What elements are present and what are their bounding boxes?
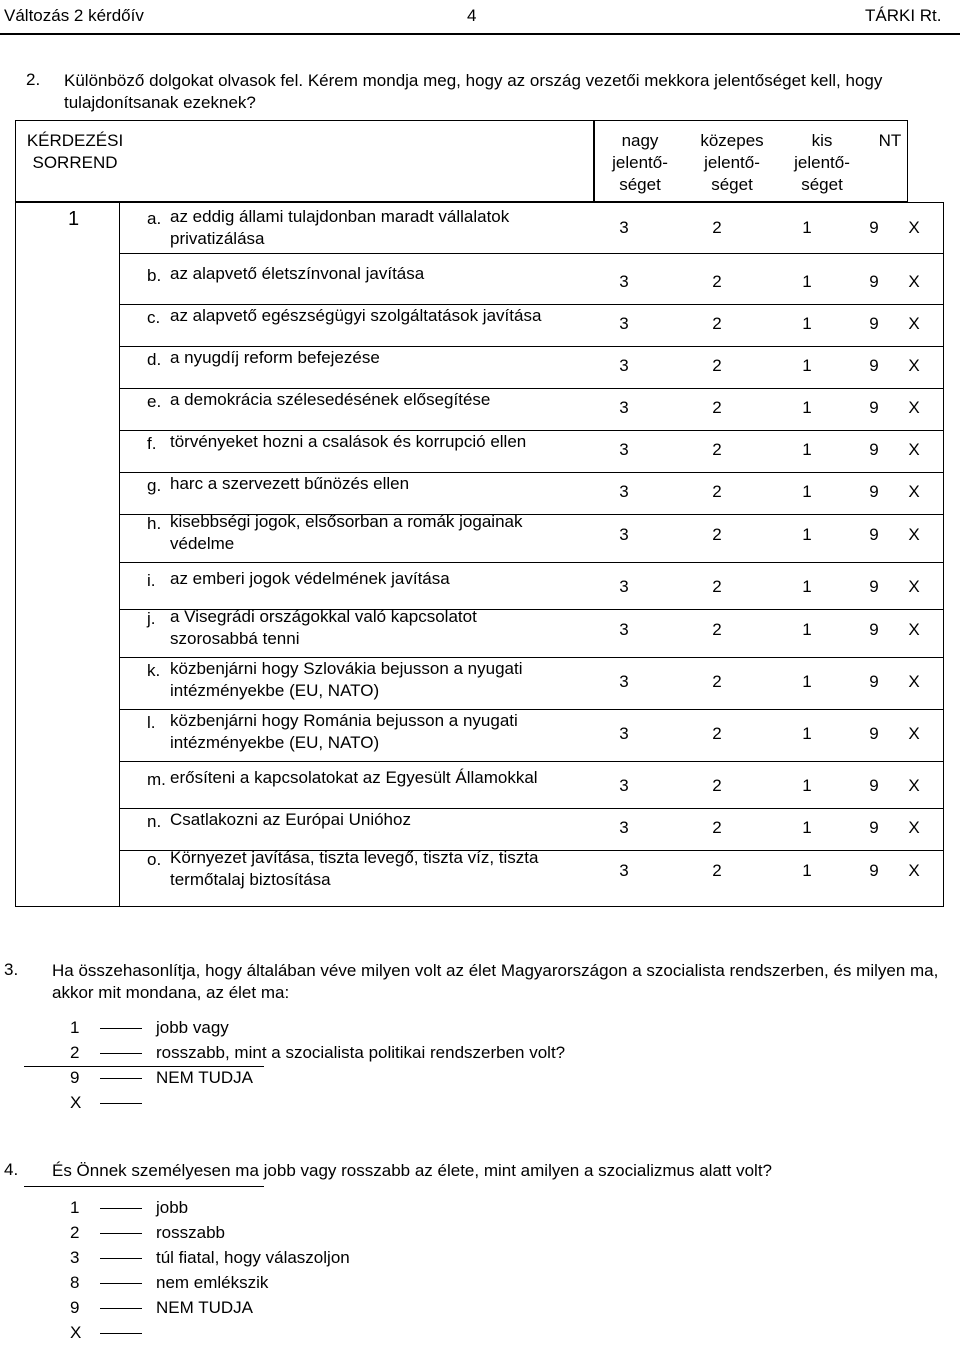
option-dash xyxy=(100,1028,142,1029)
option-dash xyxy=(100,1283,142,1284)
item-text-line1: a nyugdíj reform befejezése xyxy=(170,348,380,367)
answer-code-9[interactable]: 9 xyxy=(869,861,879,880)
q3-text: Ha összehasonlítja, hogy általában véve milyen volt az élet Magyarországon a szocialista rendszerben, és milyen ma, akkor mit mondana, az élet ma: xyxy=(52,961,939,1002)
answer-code-x[interactable]: X xyxy=(908,356,920,375)
answer-code-2[interactable]: 2 xyxy=(712,398,722,417)
item-text-line1: közbenjárni hogy Románia bejusson a nyugati xyxy=(170,711,518,730)
header-divider xyxy=(0,33,960,35)
answer-code-1[interactable]: 1 xyxy=(802,482,812,501)
item-text xyxy=(170,347,380,369)
item-text xyxy=(170,710,518,754)
option-dash xyxy=(100,1308,142,1309)
q4-underline xyxy=(24,1186,264,1187)
item-answer-codes xyxy=(600,861,944,903)
header-title: Változás 2 kérdőív xyxy=(4,6,144,25)
option-dash xyxy=(100,1078,142,1079)
item-answer-codes xyxy=(600,724,944,766)
item-answer-codes xyxy=(600,620,944,662)
item-letter: f. xyxy=(147,434,157,453)
answer-code-3[interactable]: 3 xyxy=(619,525,629,544)
item-answer-codes xyxy=(600,440,944,482)
answer-code-3[interactable]: 3 xyxy=(619,314,629,333)
option-code: 9 xyxy=(70,1068,80,1087)
item-text xyxy=(170,606,477,650)
answer-code-1[interactable]: 1 xyxy=(802,577,812,596)
answer-code-x[interactable]: X xyxy=(908,398,920,417)
item-text-line2: privatizálása xyxy=(170,229,265,248)
option-label: jobb xyxy=(156,1198,189,1217)
col-header-kozepes: közepes jelentő- séget xyxy=(700,131,764,194)
item-letter: o. xyxy=(147,850,162,869)
q2-text: Különböző dolgokat olvasok fel. Kérem mondja meg, hogy az ország vezetői mekkora jelentőséget kell, hogy tulajdonítsanak ezeknek? xyxy=(64,71,883,112)
answer-code-x[interactable]: X xyxy=(908,672,920,691)
answer-code-9[interactable]: 9 xyxy=(869,398,879,417)
item-text xyxy=(170,568,450,590)
answer-code-2[interactable]: 2 xyxy=(712,776,722,795)
q2-sorrend-divider xyxy=(119,202,120,907)
answer-code-x[interactable]: X xyxy=(908,620,920,639)
answer-code-x[interactable]: X xyxy=(908,724,920,743)
answer-code-3[interactable]: 3 xyxy=(619,861,629,880)
answer-code-1[interactable]: 1 xyxy=(802,818,812,837)
item-text-line1: Környezet javítása, tiszta levegő, tiszta víz, tiszta xyxy=(170,848,539,867)
answer-code-3[interactable]: 3 xyxy=(619,776,629,795)
answer-option[interactable] xyxy=(70,1068,770,1090)
item-text-line1: az alapvető egészségügyi szolgáltatások javítása xyxy=(170,306,542,325)
answer-code-1[interactable]: 1 xyxy=(802,776,812,795)
option-label: rosszabb xyxy=(156,1223,225,1242)
answer-code-9[interactable]: 9 xyxy=(869,620,879,639)
option-code: 8 xyxy=(70,1273,80,1292)
answer-code-2[interactable]: 2 xyxy=(712,440,722,459)
item-text-line1: a Visegrádi országokkal való kapcsolatot xyxy=(170,607,477,626)
answer-option[interactable] xyxy=(70,1093,770,1115)
answer-code-1[interactable]: 1 xyxy=(802,356,812,375)
answer-code-x[interactable]: X xyxy=(908,577,920,596)
item-letter: c. xyxy=(147,308,161,327)
answer-code-3[interactable]: 3 xyxy=(619,272,629,291)
row-divider xyxy=(120,562,944,563)
answer-code-1[interactable]: 1 xyxy=(802,620,812,639)
item-text xyxy=(170,767,538,789)
col-header-nt: NT xyxy=(878,131,902,150)
item-answer-codes xyxy=(600,398,944,440)
col-header-nagy: nagy jelentő- séget xyxy=(612,131,668,194)
q3-number: 3. xyxy=(4,960,19,979)
option-code: 1 xyxy=(70,1198,80,1217)
answer-option[interactable] xyxy=(70,1018,770,1040)
answer-code-x[interactable]: X xyxy=(908,818,920,837)
item-text-line1: erősíteni a kapcsolatokat az Egyesült Államokkal xyxy=(170,768,538,787)
q2-sorrend-value: 1 xyxy=(68,208,80,230)
item-text-line2: termőtalaj biztosítása xyxy=(170,870,331,889)
item-letter: l. xyxy=(147,713,156,732)
col-header-kis: kis jelentő- séget xyxy=(794,131,850,194)
answer-code-9[interactable]: 9 xyxy=(869,672,879,691)
answer-option[interactable] xyxy=(70,1248,770,1270)
answer-code-x[interactable]: X xyxy=(908,861,920,880)
answer-code-1[interactable]: 1 xyxy=(802,398,812,417)
answer-option[interactable] xyxy=(70,1298,770,1320)
item-text-line1: törvényeket hozni a csalások és korrupció ellen xyxy=(170,432,527,451)
answer-code-2[interactable]: 2 xyxy=(712,672,722,691)
option-code: 2 xyxy=(70,1223,80,1242)
answer-code-x[interactable]: X xyxy=(908,776,920,795)
item-answer-codes xyxy=(600,272,944,314)
option-code: 2 xyxy=(70,1043,80,1062)
header-org: TÁRKI Rt. xyxy=(865,6,942,25)
item-answer-codes xyxy=(600,818,944,860)
answer-code-9[interactable]: 9 xyxy=(869,525,879,544)
answer-code-3[interactable]: 3 xyxy=(619,818,629,837)
item-answer-codes xyxy=(600,314,944,356)
item-letter: k. xyxy=(147,661,161,680)
option-label: nem emlékszik xyxy=(156,1273,269,1292)
item-letter: m. xyxy=(147,770,166,789)
item-text xyxy=(170,847,539,891)
answer-code-2[interactable]: 2 xyxy=(712,482,722,501)
q2-sorrend-label: KÉRDEZÉSI SORREND xyxy=(26,131,124,172)
answer-code-1[interactable]: 1 xyxy=(802,724,812,743)
answer-code-9[interactable]: 9 xyxy=(869,776,879,795)
item-letter: j. xyxy=(147,609,156,628)
item-text-line1: Csatlakozni az Európai Unióhoz xyxy=(170,810,411,829)
answer-code-2[interactable]: 2 xyxy=(712,218,722,237)
item-text-line1: az alapvető életszínvonal javítása xyxy=(170,264,425,283)
item-text-line2: intézményekbe (EU, NATO) xyxy=(170,681,380,700)
answer-code-2[interactable]: 2 xyxy=(712,525,722,544)
option-dash xyxy=(100,1208,142,1209)
answer-option[interactable] xyxy=(70,1273,770,1295)
answer-code-x[interactable]: X xyxy=(908,525,920,544)
answer-code-x[interactable]: X xyxy=(908,218,920,237)
item-text-line2: intézményekbe (EU, NATO) xyxy=(170,733,380,752)
item-letter: n. xyxy=(147,812,162,831)
item-answer-codes xyxy=(600,482,944,524)
item-text-line1: harc a szervezett bűnözés ellen xyxy=(170,474,410,493)
item-text-line1: az emberi jogok védelmének javítása xyxy=(170,569,450,588)
answer-code-1[interactable]: 1 xyxy=(802,314,812,333)
option-code: X xyxy=(70,1323,82,1342)
item-text-line1: a demokrácia szélesedésének elősegítése xyxy=(170,390,491,409)
answer-code-9[interactable]: 9 xyxy=(869,724,879,743)
option-dash xyxy=(100,1258,142,1259)
answer-code-2[interactable]: 2 xyxy=(712,724,722,743)
item-answer-codes xyxy=(600,356,944,398)
item-text xyxy=(170,305,541,327)
item-text xyxy=(170,431,526,453)
item-text-line1: kisebbségi jogok, elsősorban a romák jogainak xyxy=(170,512,523,531)
answer-code-2[interactable]: 2 xyxy=(712,314,722,333)
row-divider xyxy=(120,761,944,762)
answer-option[interactable] xyxy=(70,1223,770,1245)
answer-code-9[interactable]: 9 xyxy=(869,577,879,596)
q4-text: És Önnek személyesen ma jobb vagy rosszabb az élete, mint amilyen a szocializmus alatt volt? xyxy=(52,1161,772,1180)
answer-code-2[interactable]: 2 xyxy=(712,620,722,639)
answer-option[interactable] xyxy=(70,1198,770,1220)
answer-code-3[interactable]: 3 xyxy=(619,398,629,417)
answer-code-3[interactable]: 3 xyxy=(619,482,629,501)
item-text-line2: szorosabbá tenni xyxy=(170,629,300,648)
option-code: 1 xyxy=(70,1018,80,1037)
item-text-line2: védelme xyxy=(170,534,235,553)
option-label: rosszabb, mint a szocialista politikai rendszerben volt? xyxy=(156,1043,566,1062)
answer-code-9[interactable]: 9 xyxy=(869,482,879,501)
answer-code-9[interactable]: 9 xyxy=(869,440,879,459)
answer-code-3[interactable]: 3 xyxy=(619,356,629,375)
item-letter: i. xyxy=(147,571,156,590)
option-dash xyxy=(100,1233,142,1234)
answer-code-9[interactable]: 9 xyxy=(869,314,879,333)
answer-code-3[interactable]: 3 xyxy=(619,577,629,596)
answer-code-9[interactable]: 9 xyxy=(869,218,879,237)
item-letter: d. xyxy=(147,350,162,369)
option-code: X xyxy=(70,1093,82,1112)
item-letter: a. xyxy=(147,209,162,228)
answer-option[interactable] xyxy=(70,1043,770,1065)
item-text xyxy=(170,389,490,411)
item-text xyxy=(170,511,522,555)
answer-code-x[interactable]: X xyxy=(908,272,920,291)
option-label: NEM TUDJA xyxy=(156,1068,253,1087)
item-text xyxy=(170,809,411,831)
item-text xyxy=(170,263,424,285)
option-dash xyxy=(100,1333,142,1334)
answer-code-2[interactable]: 2 xyxy=(712,577,722,596)
option-code: 9 xyxy=(70,1298,80,1317)
page-number: 4 xyxy=(467,6,477,25)
item-letter: b. xyxy=(147,266,162,285)
answer-code-x[interactable]: X xyxy=(908,314,920,333)
answer-code-x[interactable]: X xyxy=(908,440,920,459)
q4-number: 4. xyxy=(4,1160,19,1179)
option-label: NEM TUDJA xyxy=(156,1298,253,1317)
item-answer-codes xyxy=(600,776,944,818)
row-divider xyxy=(120,253,944,254)
answer-code-1[interactable]: 1 xyxy=(802,218,812,237)
answer-code-1[interactable]: 1 xyxy=(802,440,812,459)
answer-code-2[interactable]: 2 xyxy=(712,861,722,880)
answer-code-2[interactable]: 2 xyxy=(712,818,722,837)
answer-code-3[interactable]: 3 xyxy=(619,440,629,459)
option-code: 3 xyxy=(70,1248,80,1267)
answer-code-3[interactable]: 3 xyxy=(619,672,629,691)
answer-code-1[interactable]: 1 xyxy=(802,861,812,880)
answer-code-3[interactable]: 3 xyxy=(619,724,629,743)
answer-code-2[interactable]: 2 xyxy=(712,356,722,375)
answer-code-1[interactable]: 1 xyxy=(802,272,812,291)
item-letter: e. xyxy=(147,392,162,411)
item-text xyxy=(170,658,523,702)
item-letter: g. xyxy=(147,476,162,495)
option-label: jobb vagy xyxy=(156,1018,229,1037)
option-dash xyxy=(100,1053,142,1054)
item-letter: h. xyxy=(147,514,162,533)
item-text-line1: közbenjárni hogy Szlovákia bejusson a nyugati xyxy=(170,659,523,678)
answer-code-x[interactable]: X xyxy=(908,482,920,501)
answer-code-9[interactable]: 9 xyxy=(869,356,879,375)
answer-code-3[interactable]: 3 xyxy=(619,218,629,237)
answer-code-9[interactable]: 9 xyxy=(869,272,879,291)
item-text xyxy=(170,473,409,495)
item-answer-codes xyxy=(600,672,944,714)
answer-code-9[interactable]: 9 xyxy=(869,818,879,837)
item-text xyxy=(170,206,509,250)
item-answer-codes xyxy=(600,577,944,619)
answer-code-3[interactable]: 3 xyxy=(619,620,629,639)
answer-code-1[interactable]: 1 xyxy=(802,672,812,691)
option-dash xyxy=(100,1103,142,1104)
answer-code-2[interactable]: 2 xyxy=(712,272,722,291)
option-label: túl fiatal, hogy válaszoljon xyxy=(156,1248,350,1267)
item-answer-codes xyxy=(600,525,944,567)
answer-code-1[interactable]: 1 xyxy=(802,525,812,544)
q3-underline xyxy=(24,1066,264,1067)
item-text-line1: az eddig állami tulajdonban maradt vállalatok xyxy=(170,207,510,226)
q2-number: 2. xyxy=(26,70,41,89)
